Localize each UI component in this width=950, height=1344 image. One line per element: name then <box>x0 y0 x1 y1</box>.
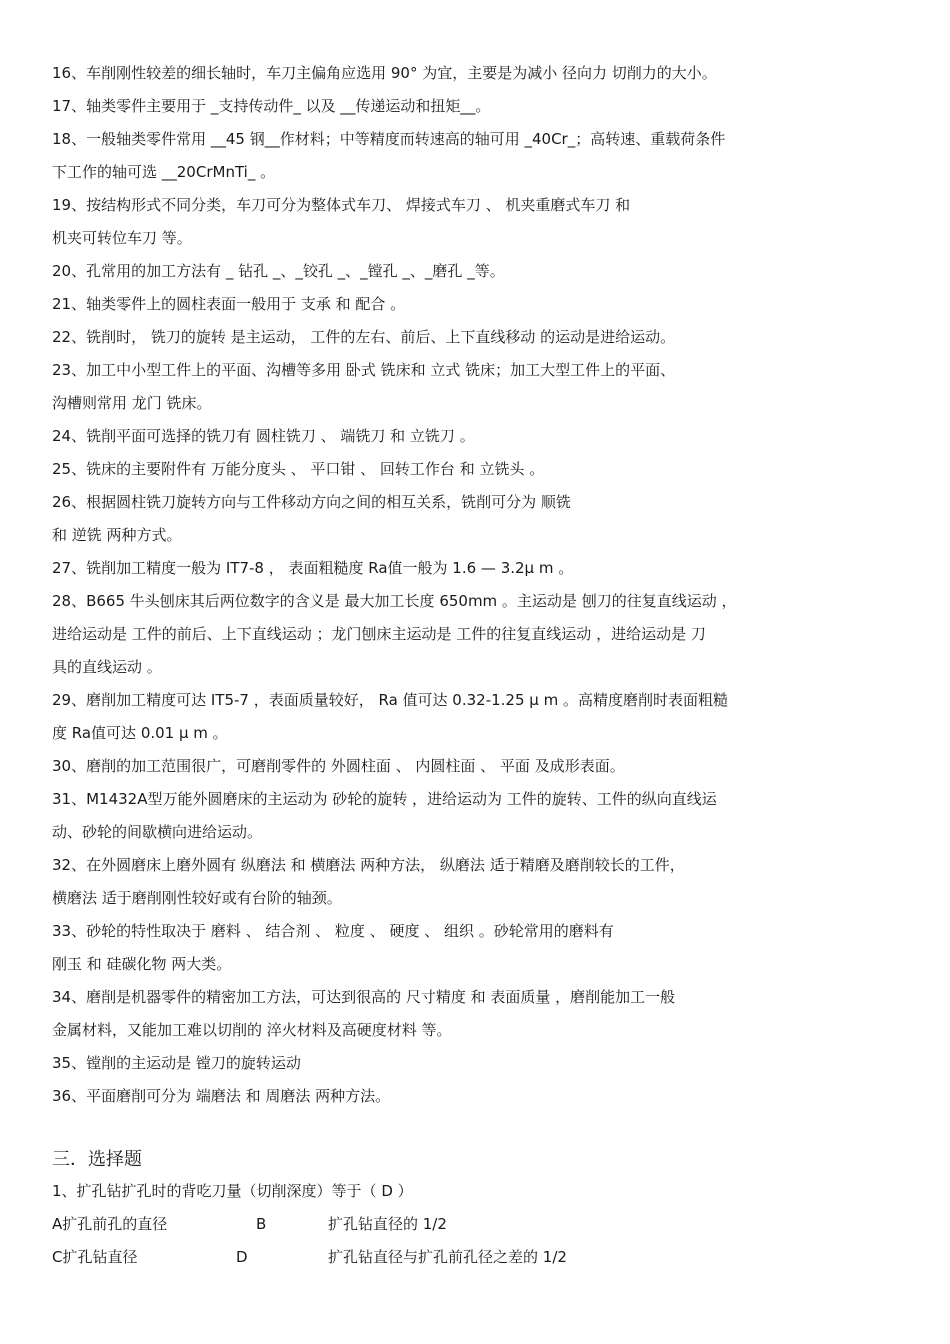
question-line: 具的直线运动 。 <box>52 658 162 676</box>
question-line: 33、砂轮的特性取决于 磨料 、 结合剂 、 粒度 、 硬度 、 组织 。砂轮常用的磨料有 <box>52 922 614 940</box>
question-line: 17、轴类零件主要用于 _支持传动件_ 以及 __传递运动和扭矩__。 <box>52 97 491 115</box>
question-line: 刚玉 和 硅碳化物 两大类。 <box>52 955 232 973</box>
question-line: 动、砂轮的间歇横向进给运动。 <box>52 823 263 841</box>
question-line: 下工作的轴可选 __20CrMnTi_ 。 <box>52 163 276 181</box>
question-line: 34、磨削是机器零件的精密加工方法，可达到很高的 尺寸精度 和 表面质量 ，磨削能加工一般 <box>52 988 676 1006</box>
question-line: 和 逆铣 两种方式。 <box>52 526 182 544</box>
question-line: 进给运动是 工件的前后、上下直线运动 ；龙门刨床主运动是 工件的往复直线运动 ，进给运动是 刀 <box>52 625 706 643</box>
question-line: 横磨法 适于磨削刚性较好或有台阶的轴颈。 <box>52 889 342 907</box>
section-title: 三．选择题 <box>52 1149 142 1170</box>
option-a: A扩孔前孔的直径 <box>52 1215 168 1233</box>
question-line: 29、磨削加工精度可达 IT5-7 ，表面质量较好， Ra 值可达 0.32-1.25 μ m 。高精度磨削时表面粗糙 <box>52 691 728 709</box>
option-d: 扩孔钻直径与扩孔前孔径之差的 1/2 <box>328 1248 567 1266</box>
question-line: 20、孔常用的加工方法有 _ 钻孔 _、_铰孔 _、_镗孔 _、_磨孔 _等。 <box>52 262 505 280</box>
option-b: 扩孔钻直径的 1/2 <box>328 1215 447 1233</box>
question-line: 31、M1432A型万能外圆磨床的主运动为 砂轮的旋转 ，进给运动为 工件的旋转、工件的纵向直线运 <box>52 790 717 808</box>
question-line: 32、在外圆磨床上磨外圆有 纵磨法 和 横磨法 两种方法， 纵磨法 适于精磨及磨削较长的工件， <box>52 856 685 874</box>
question-line: 金属材料，又能加工难以切削的 淬火材料及高硬度材料 等。 <box>52 1021 452 1039</box>
question-line: 沟槽则常用 龙门 铣床。 <box>52 394 212 412</box>
option-b-label: B <box>256 1215 267 1233</box>
question-line: 36、平面磨削可分为 端磨法 和 周磨法 两种方法。 <box>52 1087 391 1105</box>
question-line: 度 Ra值可达 0.01 μ m 。 <box>52 724 228 742</box>
question-line: 机夹可转位车刀 等。 <box>52 229 192 247</box>
question-line: 26、根据圆柱铣刀旋转方向与工件移动方向之间的相互关系，铣削可分为 顺铣 <box>52 493 571 511</box>
question-line: 28、B665 牛头刨床其后两位数字的含义是 最大加工长度 650mm 。主运动是 刨刀的往复直线运动 ， <box>52 592 737 610</box>
question-line: 25、铣床的主要附件有 万能分度头 、 平口钳 、 回转工作台 和 立铣头 。 <box>52 460 545 478</box>
question-line: 23、加工中小型工件上的平面、沟槽等多用 卧式 铣床和 立式 铣床；加工大型工件上的平面、 <box>52 361 676 379</box>
question-line: 30、磨削的加工范围很广，可磨削零件的 外圆柱面 、 内圆柱面 、 平面 及成形表面。 <box>52 757 625 775</box>
question-line: 24、铣削平面可选择的铣刀有 圆柱铣刀 、 端铣刀 和 立铣刀 。 <box>52 427 475 445</box>
question-line: 21、轴类零件上的圆柱表面一般用于 支承 和 配合 。 <box>52 295 406 313</box>
question-line: 19、按结构形式不同分类，车刀可分为整体式车刀、 焊接式车刀 、 机夹重磨式车刀 和 <box>52 196 631 214</box>
option-d-label: D <box>236 1248 248 1266</box>
question-line: 22、铣削时， 铣刀的旋转 是主运动， 工件的左右、前后、上下直线移动 的运动是进给运动。 <box>52 328 676 346</box>
question-line: 27、铣削加工精度一般为 IT7-8 ， 表面粗糙度 Ra值一般为 1.6 — 3.2μ m 。 <box>52 559 574 577</box>
option-c: C扩孔钻直径 <box>52 1248 138 1266</box>
question-line: 18、一般轴类零件常用 __45 钢__作材料；中等精度而转速高的轴可用 _40Cr_；高转速、重载荷条件 <box>52 130 726 148</box>
question-1-stem: 1、扩孔钻扩孔时的背吃刀量（切削深度）等于（ D ） <box>52 1182 413 1200</box>
question-line: 35、镗削的主运动是 镗刀的旋转运动 <box>52 1054 301 1072</box>
question-line: 16、车削刚性较差的细长轴时，车刀主偏角应选用 90° 为宜，主要是为减小 径向力 切削力的大小。 <box>52 64 717 82</box>
